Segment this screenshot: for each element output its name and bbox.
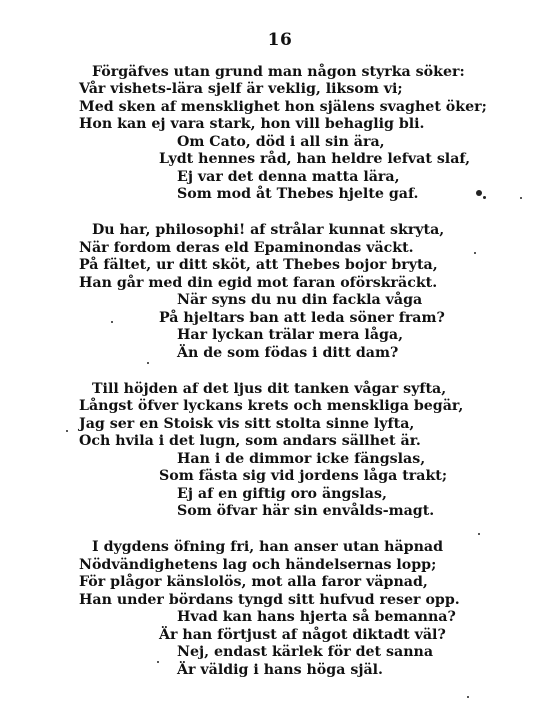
verse-line: För plågor känslolös, mot alla faror väpnad, <box>79 574 428 590</box>
verse-line: Långst öfver lyckans krets och menskliga begär, <box>79 398 464 414</box>
verse-line: Som fästa sig vid jordens låga trakt; <box>159 468 448 484</box>
verse-line: I dygdens öfning fri, han anser utan häpnad <box>92 539 444 555</box>
print-speck <box>476 190 482 196</box>
verse-line: Ej af en giftig oro ängslas, <box>177 486 387 502</box>
print-speck <box>111 321 113 323</box>
verse-line: Nej, endast kärlek för det sanna <box>177 644 434 660</box>
verse-line: Förgäfves utan grund man någon styrka söker: <box>92 64 465 80</box>
verse-line: Lydt hennes råd, han heldre lefvat slaf, <box>159 151 471 167</box>
print-speck <box>66 430 68 432</box>
verse-line: Nödvändighetens lag och händelsernas lopp; <box>79 557 437 573</box>
verse-line: Han i de dimmor icke fängslas, <box>177 451 426 467</box>
verse-line: Med sken af mensklighet hon själens svaghet öker; <box>79 99 487 115</box>
verse-line: Jag ser en Stoisk vis sitt stolta sinne lyfta, <box>79 416 415 432</box>
print-speck <box>474 252 476 254</box>
page-number: 16 <box>267 30 293 50</box>
verse-line: När fordom deras eld Epaminondas väckt. <box>79 240 414 256</box>
print-speck <box>478 533 480 535</box>
verse-line: Han går med din egid mot faran oförskräckt. <box>79 275 438 291</box>
verse-line: Som öfvar här sin envålds-magt. <box>177 503 435 519</box>
verse-line: Och hvila i det lugn, som andars sällhet är. <box>79 433 421 449</box>
verse-line: Är han förtjust af något diktadt väl? <box>159 627 446 643</box>
verse-line: Ej var det denna matta lära, <box>177 169 400 185</box>
print-speck <box>520 197 522 199</box>
verse-line: Han under bördans tyngd sitt hufvud reser opp. <box>79 592 460 608</box>
verse-line: Hvad kan hans hjerta så bemanna? <box>177 609 456 625</box>
print-speck <box>483 196 486 199</box>
verse-line: Vår vishets-lära sjelf är veklig, liksom vi; <box>79 81 403 97</box>
print-speck <box>467 696 469 698</box>
verse-line: När syns du nu din fackla våga <box>177 292 423 308</box>
verse-line: Hon kan ej vara stark, hon vill behaglig bli. <box>79 116 425 132</box>
verse-line: Som mod åt Thebes hjelte gaf. <box>177 186 419 202</box>
verse-line: Om Cato, död i all sin ära, <box>177 134 385 150</box>
verse-line: På fältet, ur ditt sköt, att Thebes bojor bryta, <box>79 257 438 273</box>
verse-line: Är väldig i hans höga själ. <box>177 662 383 678</box>
print-speck <box>157 661 159 663</box>
verse-line: Än de som födas i ditt dam? <box>177 345 399 361</box>
verse-line: På hjeltars ban att leda söner fram? <box>159 310 445 326</box>
print-speck <box>147 362 149 364</box>
verse-line: Du har, philosophi! af strålar kunnat skryta, <box>92 222 445 238</box>
verse-line: Har lyckan trälar mera låga, <box>177 327 404 343</box>
verse-line: Till höjden af det ljus dit tanken vågar syfta, <box>92 381 447 397</box>
